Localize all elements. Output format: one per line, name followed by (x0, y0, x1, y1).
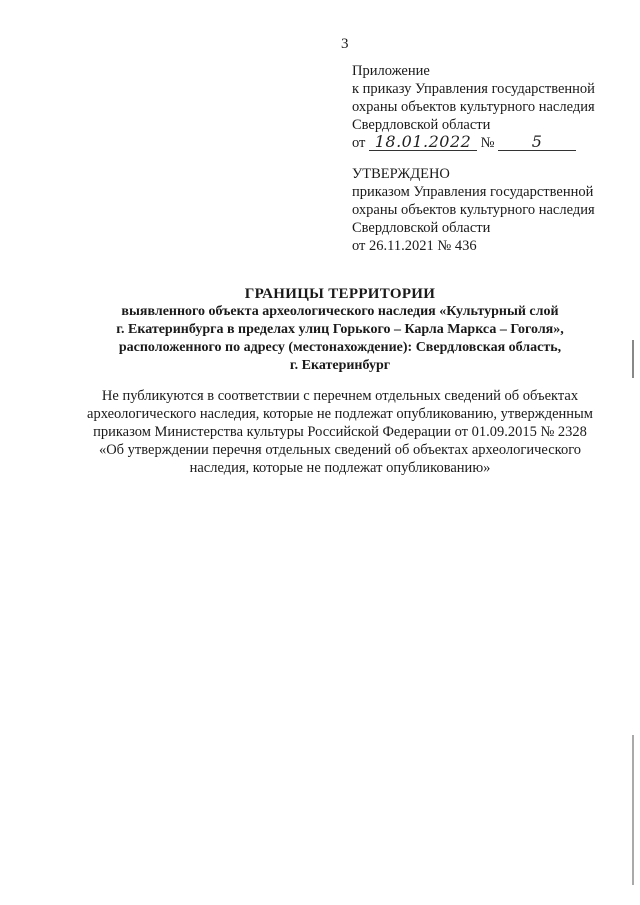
approved-heading: УТВЕРЖДЕНО (352, 166, 450, 182)
appendix-line: Приложение (352, 63, 430, 79)
appendix-line: Свердловской области (352, 117, 491, 133)
title-main: ГРАНИЦЫ ТЕРРИТОРИИ (244, 286, 436, 302)
approved-line: охраны объектов культурного наследия (352, 202, 595, 218)
handwritten-number: 5 (498, 134, 576, 151)
notice-line: наследия, которые не подлежат опубликованию» (189, 460, 491, 476)
appendix-line: охраны объектов культурного наследия (352, 99, 595, 115)
from-label: от (352, 135, 366, 151)
notice-line: Не публикуются в соответствии с перечнем отдельных сведений об объектах (101, 388, 579, 404)
scan-edge-mark (632, 735, 634, 885)
approved-line: от 26.11.2021 № 436 (352, 238, 477, 254)
title-line: расположенного по адресу (местонахождение): Свердловская область, (118, 340, 562, 355)
approved-block (352, 165, 595, 255)
notice-line: археологического наследия, которые не подлежат опубликованию, утвержденным (87, 406, 593, 422)
notice-paragraph (40, 387, 640, 477)
title-line: выявленного объекта археологического наследия «Культурный слой (121, 304, 559, 319)
handwritten-date: 18.01.2022 (369, 134, 477, 151)
appendix-block (352, 62, 595, 152)
title-line: г. Екатеринбурга в пределах улиц Горького – Карла Маркса – Гоголя», (116, 322, 564, 337)
notice-line: приказом Министерства культуры Российской Федерации от 01.09.2015 № 2328 (93, 424, 587, 440)
number-label: № (480, 135, 495, 151)
approved-line: Свердловской области (352, 220, 491, 236)
page-number: 3 (341, 36, 349, 52)
order-date-number-line (352, 134, 595, 152)
approved-line: приказом Управления государственной (352, 184, 594, 200)
document-title (40, 285, 640, 375)
appendix-line: к приказу Управления государственной (352, 81, 595, 97)
notice-line: «Об утверждении перечня отдельных сведений об объектах археологического (98, 442, 582, 458)
scan-edge-mark (632, 340, 634, 378)
title-line: г. Екатеринбург (289, 358, 391, 373)
